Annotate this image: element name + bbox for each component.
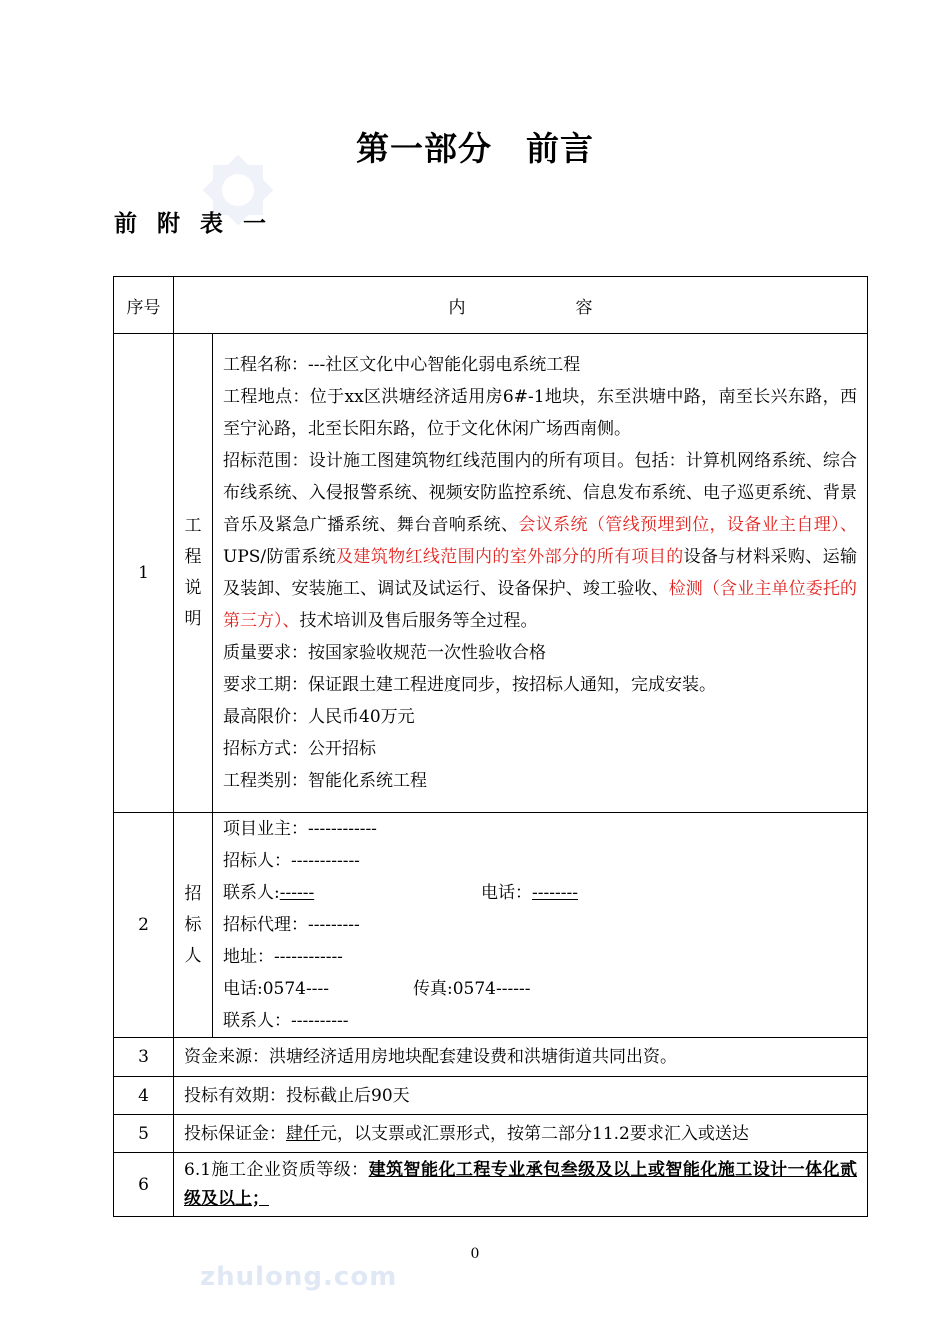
agent-contact: 联系人：---------- — [223, 1011, 349, 1031]
agent-phone-fax: 电话:0574---- 传真:0574------ — [223, 979, 531, 999]
bid-method: 招标方式：公开招标 — [223, 739, 376, 759]
page-title: 第一部分 前言 — [356, 129, 594, 168]
tenderer-contact: 联系人:------ 电话：-------- — [223, 883, 578, 903]
qualification-requirement: 6.1施工企业资质等级：建筑智能化工程专业承包叁级及以上或智能化施工设计一体化贰级及以上； — [174, 1153, 868, 1217]
table-row — [114, 1115, 868, 1153]
table-row — [114, 1038, 868, 1077]
price-limit: 最高限价：人民币40万元 — [223, 707, 415, 727]
tenderer-info — [213, 813, 868, 1038]
page-number: 0 — [470, 1246, 480, 1262]
project-category: 工程类别：智能化系统工程 — [223, 771, 427, 791]
table-row — [114, 813, 868, 1038]
project-owner: 项目业主：------------ — [223, 819, 377, 839]
section-title: 前 附 表 一 — [114, 211, 273, 237]
project-description — [213, 334, 868, 813]
row-number: 2 — [114, 813, 174, 1038]
bid-agent: 招标代理：--------- — [223, 915, 360, 935]
bid-scope: 招标范围：设计施工图建筑物红线范围内的所有项目。包括：计算机网络系统、综合布线系统、入侵报警系统、视频安防监控系统、信息发布系统、电子巡更系统、背景音乐及紧急广播系统、舞台音响系统、会议系统（管线预埋到位，设备业主自理）、UPS/防雷系统及建筑物红线范围内的室外部分的所有项目的设备与材料采购、运输及装卸、安装施工、调试及试运行、设备保护、竣工验收、检测（含业主单位委托的第三方）、技术培训及售后服务等全过程。 — [223, 451, 858, 631]
row-label: 工 程 说 明 — [174, 334, 213, 813]
header-content: 内 容 — [174, 277, 868, 334]
table-row — [114, 334, 868, 813]
agent-address: 地址：------------ — [223, 947, 343, 967]
tender-info-table — [113, 276, 868, 1217]
header-index: 序号 — [114, 277, 174, 334]
quality-requirement: 质量要求：按国家验收规范一次性验收合格 — [223, 643, 546, 663]
row-number: 6 — [114, 1153, 174, 1217]
project-name: 工程名称：---社区文化中心智能化弱电系统工程 — [223, 355, 581, 375]
row-number: 4 — [114, 1077, 174, 1115]
watermark-text: zhulong.com — [200, 1262, 398, 1292]
row-number: 5 — [114, 1115, 174, 1153]
duration-requirement: 要求工期：保证跟土建工程进度同步，按招标人通知，完成安装。 — [223, 675, 716, 695]
row-number: 1 — [114, 334, 174, 813]
table-row — [114, 1077, 868, 1115]
table-header-row — [114, 277, 868, 334]
bid-bond: 投标保证金：肆仟元，以支票或汇票形式，按第二部分11.2要求汇入或送达 — [174, 1115, 868, 1153]
table-row — [114, 1153, 868, 1217]
row-number: 3 — [114, 1038, 174, 1077]
fund-source: 资金来源：洪塘经济适用房地块配套建设费和洪塘街道共同出资。 — [174, 1038, 868, 1077]
project-location: 工程地点：位于xx区洪塘经济适用房6#-1地块，东至洪塘中路，南至长兴东路，西至宁沁路，北至长阳东路，位于文化休闲广场西南侧。 — [223, 387, 857, 439]
tenderer: 招标人：------------ — [223, 851, 360, 871]
row-label: 招 标 人 — [174, 813, 213, 1038]
bid-validity: 投标有效期：投标截止后90天 — [174, 1077, 868, 1115]
